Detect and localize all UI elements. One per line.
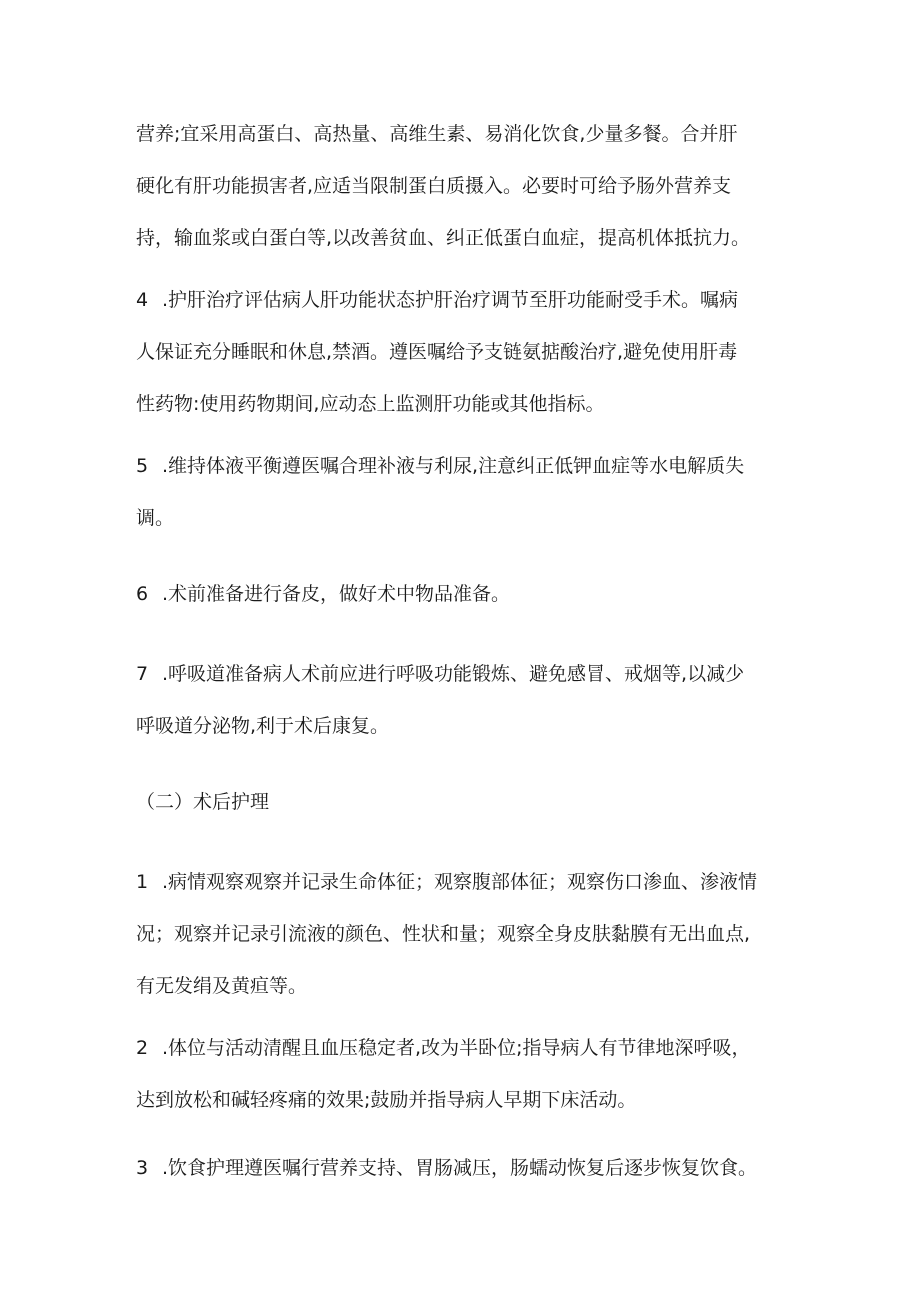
text-line [136,568,796,620]
text-line [136,440,796,492]
text-line: 硬化有肝功能损害者,应适当限制蛋白质摄入。必要时可给予肠外营养支 [136,175,732,197]
text-line-content: .呼吸道准备病人术前应进行呼吸功能锻炼、避免感冒、戒烟等,以减少 [162,663,745,685]
text-line-content: .饮食护理遵医嘱行营养支持、胃肠减压，肠蠕动恢复后逐步恢复饮食。 [162,1157,758,1179]
text-line [136,274,796,326]
text-line-content: .护肝治疗评估病人肝功能状态护肝治疗调节至肝功能耐受手术。嘱病 [162,289,739,311]
list-number: 3 [136,1157,149,1179]
paragraph-nutrition-continuation [136,108,796,264]
list-number: 7 [136,663,149,685]
paragraph-post-2-position-activity [136,1022,796,1126]
list-number: 1 [136,871,149,893]
list-number: 4 [136,289,149,311]
text-line-content: .维持体液平衡遵医嘱合理补液与利尿,注意纠正低钾血症等水电解质失 [162,455,745,477]
text-line: 营养;宜采用高蛋白、高热量、高维生素、易消化饮食,少量多餐。合并肝 [136,123,738,145]
list-number: 2 [136,1037,149,1059]
text-line [136,856,796,908]
text-line: 有无发绢及黄疸等。 [136,975,308,997]
paragraph-post-3-diet-care [136,1142,796,1194]
paragraph-item-6-preop-prep [136,568,796,620]
heading-text: （二）术后护理 [136,791,270,813]
text-line: 达到放松和碱轻疼痛的效果;鼓励并指导病人早期下床活动。 [136,1089,637,1111]
paragraph-post-1-observation [136,856,796,1012]
text-line-content: .体位与活动清醒且血压稳定者,改为半卧位;指导病人有节律地深呼吸， [162,1037,751,1059]
text-line-content: .术前准备进行备皮，做好术中物品准备。 [162,583,511,605]
text-line: 调。 [136,507,175,529]
text-line [136,1022,796,1074]
paragraph-item-4-liver-protection [136,274,796,430]
list-number: 5 [136,455,149,477]
paragraph-item-5-fluid-balance [136,440,796,544]
paragraph-item-7-respiratory-prep [136,648,796,752]
text-line: 持，输血浆或白蛋白等,以改善贫血、纠正低蛋白血症，提高机体抵抗力。 [136,227,751,249]
text-line: 况；观察并记录引流液的颜色、性状和量；观察全身皮肤黏膜有无出血点, [136,923,751,945]
text-line [136,648,796,700]
text-line-content: .病情观察观察并记录生命体征；观察腹部体征；观察伤口渗血、渗液情 [162,871,758,893]
text-line: 性药物:使用药物期间,应动态上监测肝功能或其他指标。 [136,393,605,415]
section-heading-postop-care [136,776,796,828]
text-line: 呼吸道分泌物,利于术后康复。 [136,715,390,737]
text-line: 人保证充分睡眠和休息,禁酒。遵医嘱给予支链氨掂酸治疗,避免使用肝毒 [136,341,738,363]
list-number: 6 [136,583,149,605]
text-line [136,1142,796,1194]
